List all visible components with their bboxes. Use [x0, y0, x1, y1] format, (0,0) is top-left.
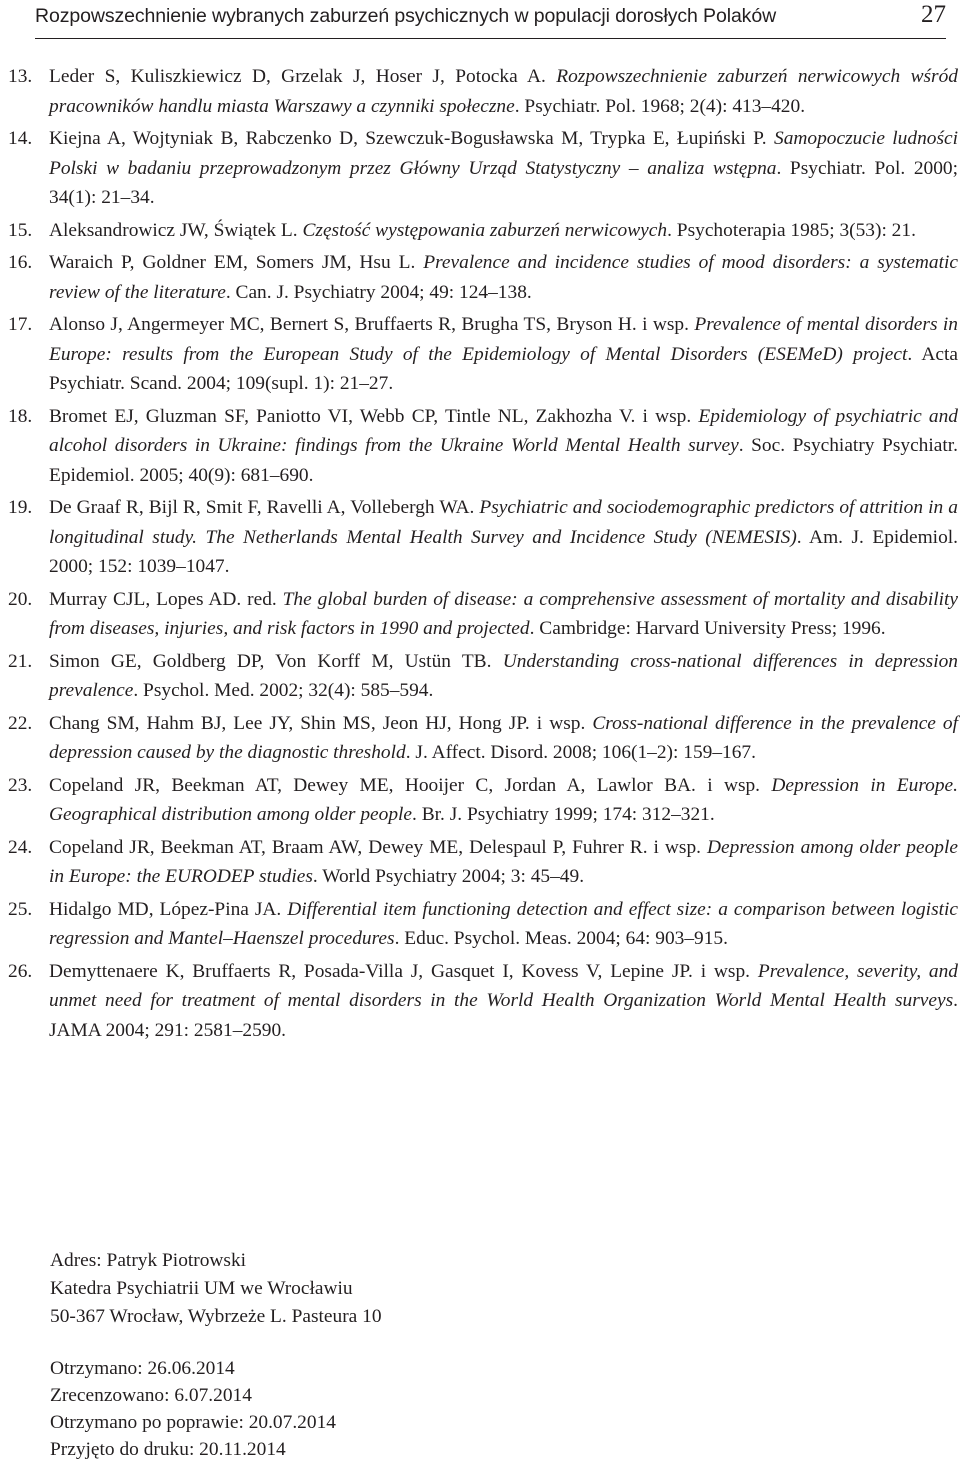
reference-source: . Psychol. Med. 2002; 32(4): 585–594.: [133, 680, 434, 701]
reference-authors: Leder S, Kuliszkiewicz D, Grzelak J, Hoser J, Potocka A.: [49, 66, 557, 87]
reference-title: Rozpowszechnienie zaburzeń nerwicowych wśród pracowników handlu miasta Warszawy a czynniki społeczne: [49, 66, 958, 117]
address-line: Adres: Patryk Piotrowski: [50, 1250, 247, 1271]
reference-title: Psychiatric and sociodemographic predictors of attrition in a longitudinal study. The Netherlands Mental Health Survey and Incidence Study (NEMESIS): [49, 497, 958, 548]
reference-item: [8, 310, 958, 399]
reference-item: [8, 402, 958, 491]
reference-title: Samopoczucie ludności Polski w badaniu przeprowadzonym przez Główny Urząd Statystyczny – analiza wstępna: [49, 128, 958, 179]
reference-item: [8, 771, 958, 830]
reference-title: Częstość występowania zaburzeń nerwicowych: [302, 219, 668, 241]
reference-title: Epidemiology of psychiatric and alcohol disorders in Ukraine: findings from the Ukraine World Mental Health survey: [49, 405, 958, 456]
reference-source: . Psychiatr. Pol. 2000; 34(1): 21–34.: [49, 157, 958, 208]
reference-item: [8, 216, 958, 246]
reference-item: [8, 709, 958, 768]
date-line: Przyjęto do druku: 20.11.2014: [50, 1439, 286, 1460]
reference-authors: Kiejna A, Wojtyniak B, Rabczenko D, Szewczuk-Bogusławska M, Trypka E, Łupiński P.: [49, 128, 775, 149]
running-header: [35, 0, 946, 39]
reference-authors: Bromet EJ, Gluzman SF, Paniotto VI, Webb CP, Tintle NL, Zakhozha V. i wsp.: [49, 405, 699, 427]
page-number: 27: [921, 1, 946, 28]
date-line: Zrecenzowano: 6.07.2014: [50, 1385, 252, 1406]
reference-item: [8, 833, 958, 892]
date-line: Otrzymano po poprawie: 20.07.2014: [50, 1412, 336, 1433]
reference-number: 24.: [8, 836, 33, 858]
reference-authors: Aleksandrowicz JW, Świątek L.: [49, 219, 303, 241]
reference-item: [8, 62, 958, 121]
reference-authors: Copeland JR, Beekman AT, Dewey ME, Hooijer C, Jordan A, Lawlor BA. i wsp.: [49, 774, 772, 796]
reference-item: [8, 493, 958, 582]
reference-item: [8, 647, 958, 706]
reference-authors: Demyttenaere K, Bruffaerts R, Posada-Villa J, Gasquet I, Kovess V, Lepine JP. i wsp.: [49, 960, 758, 982]
reference-title: Prevalence and incidence studies of mood disorders: a systematic review of the literature: [49, 252, 959, 303]
reference-source: . Cambridge: Harvard University Press; 1996.: [529, 618, 886, 639]
reference-title: Prevalence of mental disorders in Europe: results from the European Study of the Epidemiology of Mental Disorders (ESEMeD) project: [49, 314, 958, 365]
reference-item: [8, 957, 958, 1046]
reference-title: Depression in Europe. Geographical distribution among older people: [49, 774, 958, 825]
address-line: Katedra Psychiatrii UM we Wrocławiu: [50, 1278, 353, 1299]
reference-number: 16.: [8, 252, 33, 273]
article-dates: [50, 1355, 336, 1463]
reference-source: . Br. J. Psychiatry 1999; 174: 312–321.: [412, 804, 715, 825]
reference-number: 17.: [8, 314, 33, 335]
reference-authors: Alonso J, Angermeyer MC, Bernert S, Bruffaerts R, Brugha TS, Bryson H. i wsp.: [49, 314, 695, 335]
reference-item: [8, 585, 958, 644]
reference-source: . J. Affect. Disord. 2008; 106(1–2): 159–167.: [405, 742, 756, 763]
reference-title: Cross-national difference in the prevalence of depression caused by the diagnostic threshold: [49, 712, 959, 763]
reference-authors: De Graaf R, Bijl R, Smit F, Ravelli A, Vollebergh WA.: [49, 497, 480, 518]
reference-source: . World Psychiatry 2004; 3: 45–49.: [312, 866, 585, 887]
reference-source: . Acta Psychiatr. Scand. 2004; 109(supl. 1): 21–27.: [49, 343, 958, 394]
reference-source: . Am. J. Epidemiol. 2000; 152: 1039–1047.: [49, 526, 958, 577]
reference-source: . Educ. Psychol. Meas. 2004; 64: 903–915.: [394, 928, 728, 949]
correspondence-address: [50, 1247, 382, 1331]
reference-authors: Murray CJL, Lopes AD. red.: [49, 588, 283, 610]
reference-item: [8, 248, 958, 307]
reference-number: 21.: [8, 650, 33, 672]
reference-title: Understanding cross-national differences in depression prevalence: [49, 650, 958, 701]
reference-source: . Psychiatr. Pol. 1968; 2(4): 413–420.: [514, 95, 806, 117]
date-line: Otrzymano: 26.06.2014: [50, 1358, 235, 1379]
reference-list: [8, 62, 958, 1048]
reference-number: 22.: [8, 712, 33, 734]
reference-source: . Psychoterapia 1985; 3(53): 21.: [667, 219, 916, 241]
reference-number: 23.: [8, 774, 33, 796]
reference-item: [8, 895, 958, 954]
reference-number: 13.: [8, 66, 33, 87]
reference-number: 25.: [8, 898, 33, 920]
reference-number: 19.: [8, 497, 33, 518]
reference-number: 20.: [8, 588, 33, 610]
reference-source: . JAMA 2004; 291: 2581–2590.: [49, 990, 958, 1041]
reference-title: Depression among older people in Europe: the EURODEP studies: [49, 836, 958, 887]
reference-number: 18.: [8, 405, 33, 427]
reference-title: Prevalence, severity, and unmet need for treatment of mental disorders in the World Health Organization World Mental Health surveys: [49, 960, 958, 1011]
reference-authors: Copeland JR, Beekman AT, Braam AW, Dewey ME, Delespaul P, Fuhrer R. i wsp.: [49, 836, 708, 858]
reference-source: . Soc. Psychiatry Psychiatr. Epidemiol. 2005; 40(9): 681–690.: [49, 435, 958, 486]
reference-authors: Simon GE, Goldberg DP, Von Korff M, Ustün TB.: [49, 650, 503, 672]
reference-number: 15.: [8, 219, 33, 241]
reference-authors: Chang SM, Hahm BJ, Lee JY, Shin MS, Jeon HJ, Hong JP. i wsp.: [49, 712, 593, 734]
reference-title: Differential item functioning detection and effect size: a comparison between logistic regression and Mantel–Haenszel procedures: [49, 898, 958, 949]
reference-number: 14.: [8, 128, 33, 149]
reference-number: 26.: [8, 960, 33, 982]
reference-authors: Hidalgo MD, López-Pina JA.: [49, 898, 288, 920]
reference-title: The global burden of disease: a comprehensive assessment of mortality and disability from diseases, injuries, and risk factors in 1990 and projected: [49, 588, 958, 639]
reference-item: [8, 124, 958, 213]
reference-authors: Waraich P, Goldner EM, Somers JM, Hsu L.: [49, 252, 424, 273]
address-line: 50-367 Wrocław, Wybrzeże L. Pasteura 10: [50, 1306, 382, 1327]
reference-source: . Can. J. Psychiatry 2004; 49: 124–138.: [225, 281, 532, 303]
running-title: Rozpowszechnienie wybranych zaburzeń psychicznych w populacji dorosłych Polaków: [35, 5, 777, 27]
